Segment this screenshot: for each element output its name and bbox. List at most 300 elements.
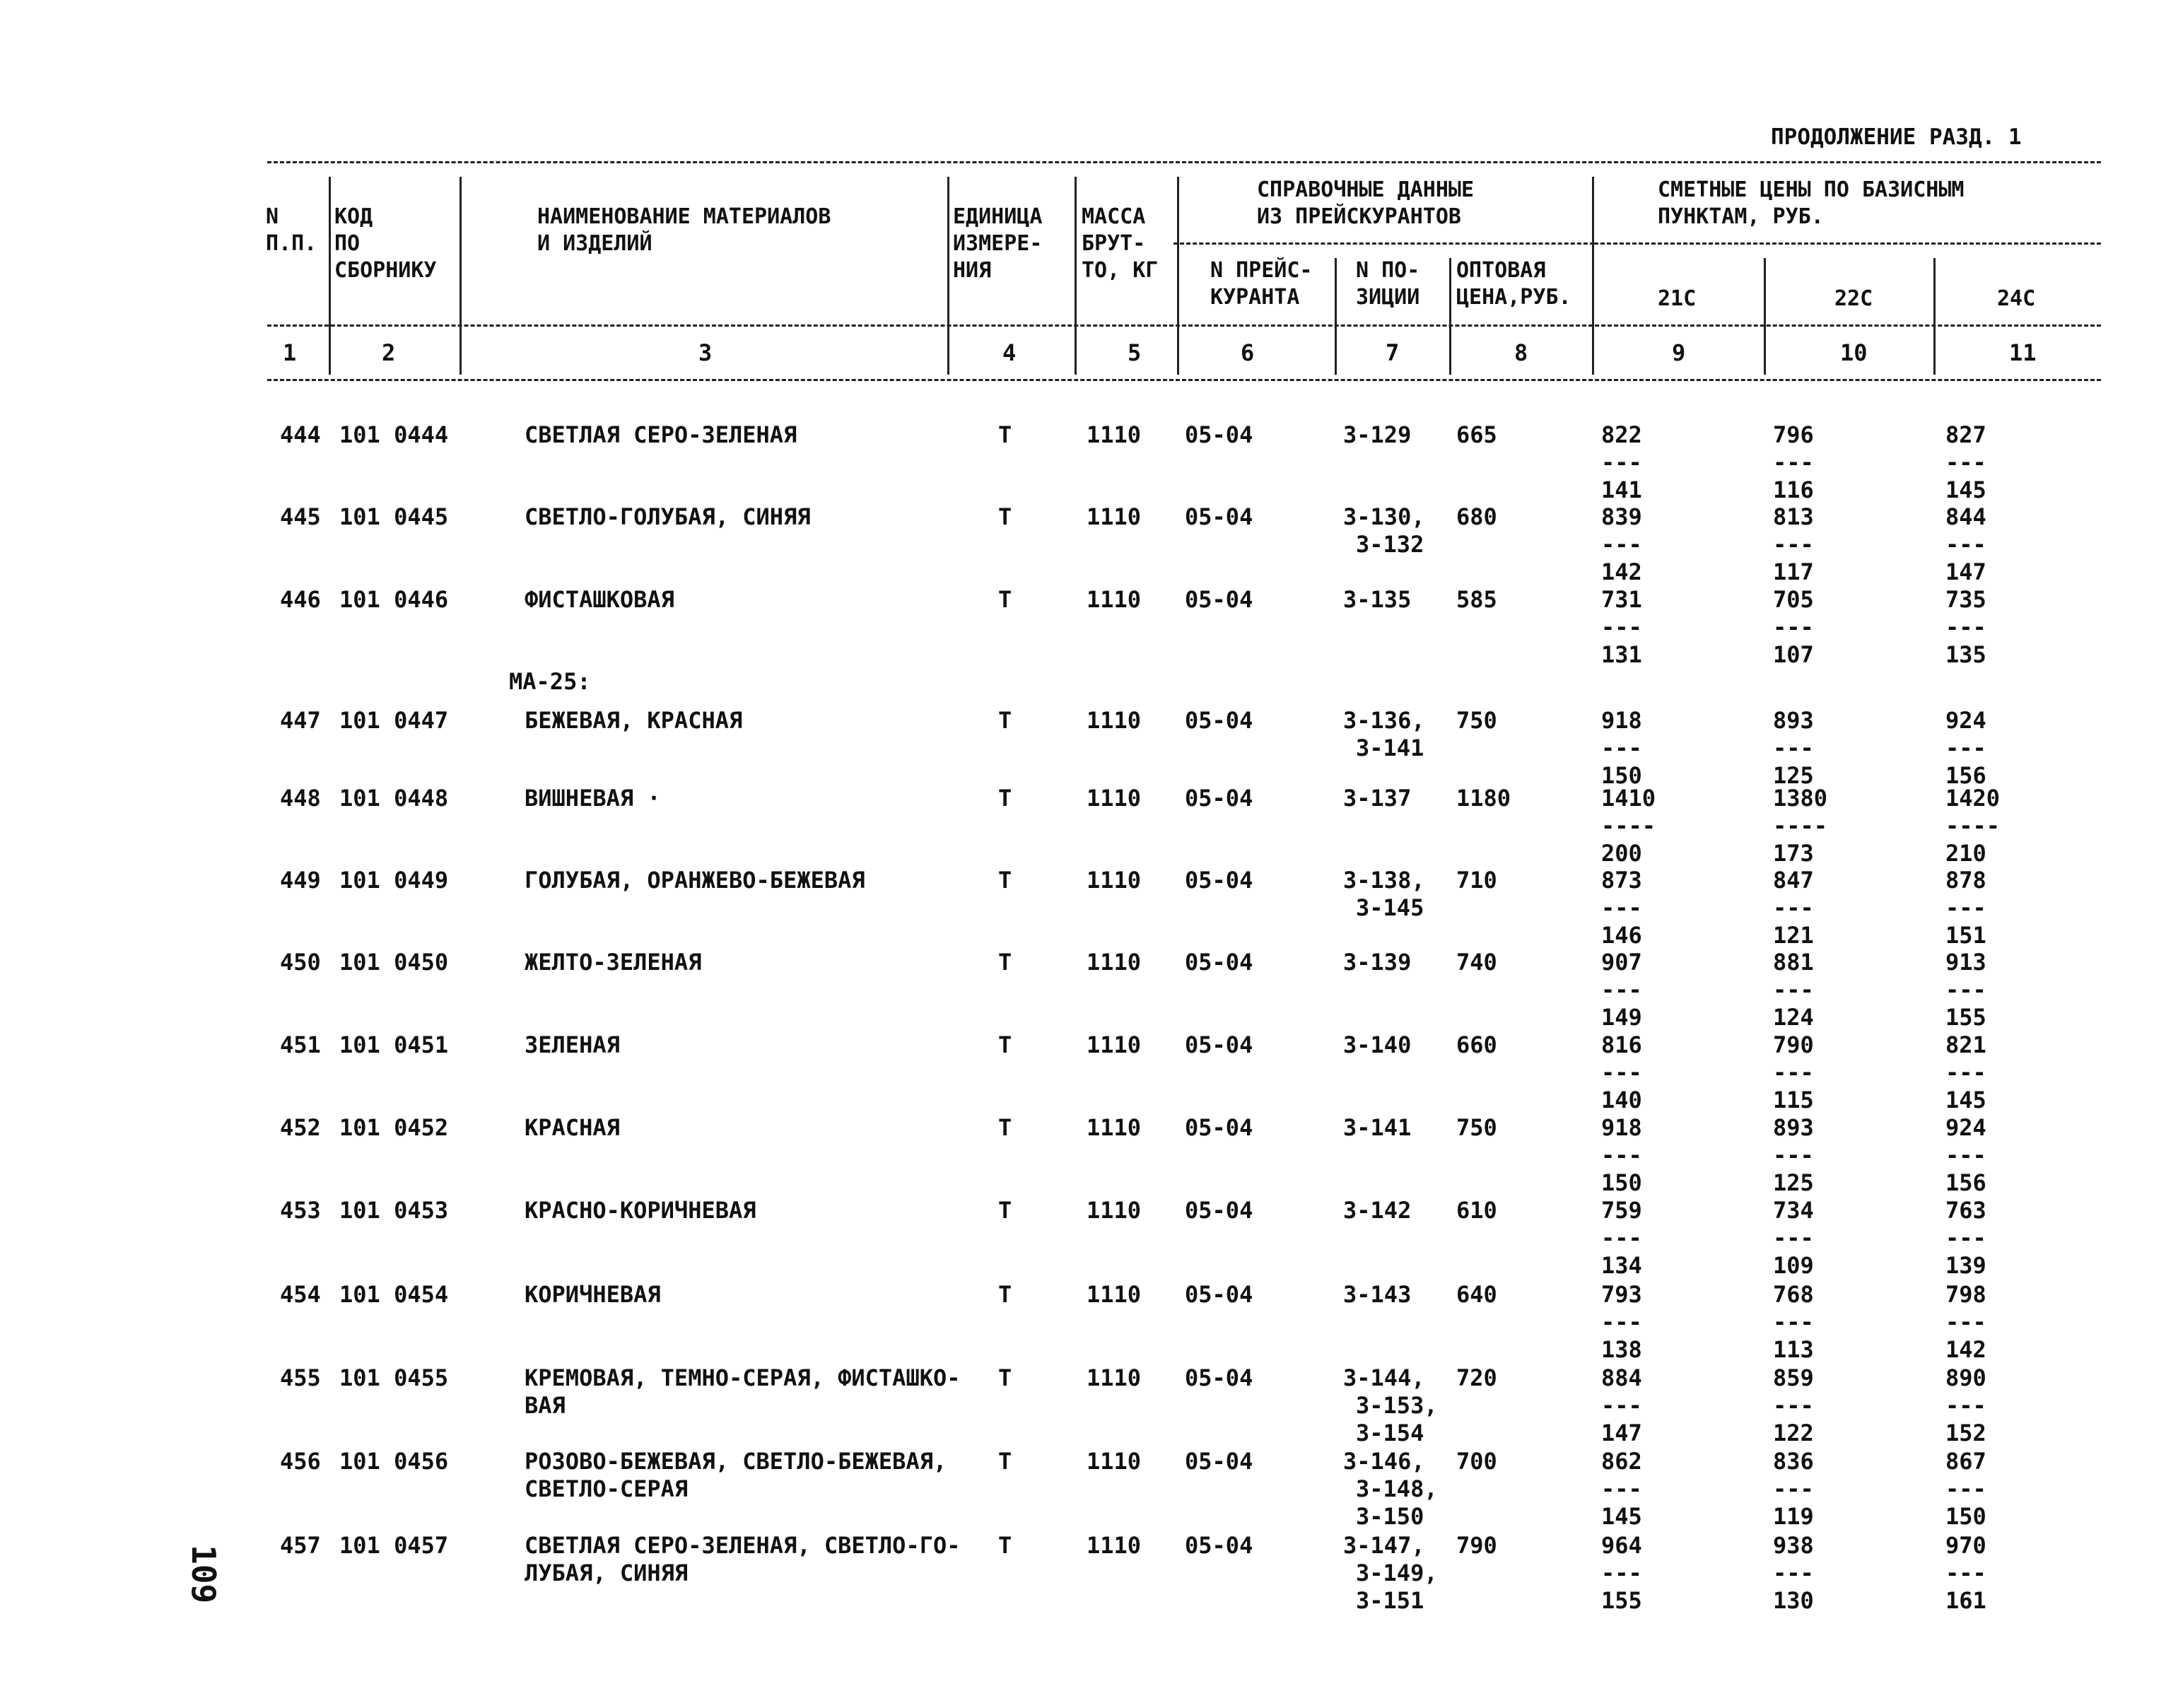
- price-transport: 113: [1773, 1336, 1814, 1363]
- price-24c: [1945, 586, 2030, 669]
- price-transport: 134: [1601, 1252, 1642, 1279]
- price-22c: [1773, 707, 1858, 790]
- price-24c: [1945, 1364, 2030, 1447]
- row-number: 446: [280, 586, 321, 613]
- row-unit: Т: [998, 1114, 1012, 1141]
- row-position: 3-146,: [1343, 1448, 1425, 1475]
- price-24c: [1945, 707, 2030, 790]
- row-code: 101 0447: [339, 707, 449, 734]
- row-unit: Т: [998, 1532, 1012, 1559]
- fraction-bar: ---: [1773, 894, 1814, 921]
- price-22c: [1773, 949, 1858, 1031]
- row-position: 3-142: [1343, 1197, 1412, 1224]
- price-transport: 173: [1773, 840, 1814, 867]
- row-wholesale-price: 790: [1456, 1532, 1497, 1559]
- row-code: 101 0448: [339, 785, 449, 812]
- price-transport: 145: [1945, 476, 1986, 503]
- price-transport: 142: [1601, 558, 1642, 585]
- fraction-bar: ---: [1945, 1475, 1986, 1502]
- row-code: 101 0455: [339, 1364, 449, 1391]
- row-wholesale-price: 680: [1456, 503, 1497, 530]
- fraction-bar: ---: [1601, 614, 1642, 640]
- price-transport: 107: [1773, 641, 1814, 668]
- row-code: 101 0446: [339, 586, 449, 613]
- price-transport: 115: [1773, 1087, 1814, 1113]
- row-unit: Т: [998, 1197, 1012, 1224]
- fraction-bar: ---: [1945, 1224, 1986, 1251]
- price-22c: [1773, 1281, 1858, 1364]
- row-pricelist: 05-04: [1185, 1448, 1253, 1475]
- row-unit: Т: [998, 503, 1012, 530]
- header-col5: МАССА БРУТ- ТО, КГ: [1082, 204, 1159, 283]
- divider-6: [1335, 258, 1337, 375]
- price-21c: [1601, 1197, 1686, 1280]
- colnum-7: 7: [1386, 339, 1400, 366]
- price-value: 813: [1773, 503, 1814, 530]
- fraction-bar: ---: [1773, 976, 1814, 1003]
- header-col11: 24С: [1997, 286, 2036, 311]
- price-value: 907: [1601, 949, 1642, 976]
- price-transport: 119: [1773, 1503, 1814, 1530]
- row-pricelist: 05-04: [1185, 1197, 1253, 1224]
- row-position: 3-143: [1343, 1281, 1412, 1308]
- row-position: 3-136,: [1343, 707, 1425, 734]
- row-pricelist: 05-04: [1185, 1114, 1253, 1141]
- price-value: 878: [1945, 867, 1986, 894]
- row-name: ФИСТАШКОВАЯ: [525, 586, 674, 613]
- price-22c: [1773, 586, 1858, 669]
- row-unit: Т: [998, 1364, 1012, 1391]
- divider-9: [1764, 258, 1766, 375]
- page-number: 109: [185, 1545, 223, 1604]
- fraction-bar: ---: [1601, 449, 1642, 476]
- row-wholesale-price: 740: [1456, 949, 1497, 976]
- row-name: КРАСНО-КОРИЧНЕВАЯ: [525, 1197, 756, 1224]
- divider-1: [329, 177, 331, 375]
- price-24c: [1945, 1197, 2030, 1280]
- fraction-bar: ---: [1773, 1224, 1814, 1251]
- price-transport: 109: [1773, 1252, 1814, 1279]
- row-mass: 1110: [1087, 867, 1142, 894]
- colnum-2: 2: [382, 339, 396, 366]
- header-col8: ОПТОВАЯ ЦЕНА,РУБ.: [1456, 258, 1571, 310]
- row-number: 451: [280, 1031, 321, 1058]
- row-mass: 1110: [1087, 503, 1142, 530]
- fraction-bar: ---: [1601, 531, 1642, 558]
- row-mass: 1110: [1087, 421, 1142, 448]
- fraction-bar: ----: [1601, 812, 1656, 839]
- price-value: 918: [1601, 707, 1642, 734]
- price-value: 970: [1945, 1532, 1986, 1559]
- row-code: 101 0450: [339, 949, 449, 976]
- row-wholesale-price: 710: [1456, 867, 1497, 894]
- price-transport: 122: [1773, 1420, 1814, 1446]
- row-wholesale-price: 700: [1456, 1448, 1497, 1475]
- price-21c: [1601, 586, 1686, 669]
- fraction-bar: ---: [1601, 1475, 1642, 1502]
- price-22c: [1773, 421, 1858, 504]
- price-transport: 146: [1601, 922, 1642, 949]
- price-transport: 135: [1945, 641, 1986, 668]
- colnum-4: 4: [1002, 339, 1017, 366]
- price-transport: 140: [1601, 1087, 1642, 1113]
- price-22c: [1773, 1448, 1858, 1531]
- row-wholesale-price: 610: [1456, 1197, 1497, 1224]
- row-wholesale-price: 720: [1456, 1364, 1497, 1391]
- price-24c: [1945, 1532, 2030, 1615]
- price-transport: 130: [1773, 1587, 1814, 1614]
- row-pricelist: 05-04: [1185, 949, 1253, 976]
- price-21c: [1601, 867, 1686, 949]
- row-number: 456: [280, 1448, 321, 1475]
- price-value: 822: [1601, 421, 1642, 448]
- price-value: 821: [1945, 1031, 1986, 1058]
- price-22c: [1773, 503, 1858, 586]
- price-24c: [1945, 1448, 2030, 1531]
- ref-group-rule: [1173, 242, 1594, 245]
- price-value: 913: [1945, 949, 1986, 976]
- price-transport: 156: [1945, 1169, 1986, 1196]
- row-name: РОЗОВО-БЕЖЕВАЯ, СВЕТЛО-БЕЖЕВАЯ,: [525, 1448, 947, 1475]
- fraction-bar: ---: [1945, 894, 1986, 921]
- row-position: 3-150: [1356, 1503, 1424, 1530]
- row-position: 3-153,: [1356, 1392, 1438, 1419]
- price-transport: 155: [1945, 1004, 1986, 1031]
- row-wholesale-price: 750: [1456, 707, 1497, 734]
- row-pricelist: 05-04: [1185, 586, 1253, 613]
- header-col7: N ПО- ЗИЦИИ: [1356, 258, 1420, 310]
- row-position: 3-132: [1356, 531, 1424, 558]
- price-value: 839: [1601, 503, 1642, 530]
- price-value: 734: [1773, 1197, 1814, 1224]
- price-value: 768: [1773, 1281, 1814, 1308]
- divider-10: [1933, 258, 1936, 375]
- price-value: 938: [1773, 1532, 1814, 1559]
- fraction-bar: ---: [1773, 614, 1814, 640]
- price-value: 884: [1601, 1364, 1642, 1391]
- row-number: 452: [280, 1114, 321, 1141]
- price-transport: 145: [1945, 1087, 1986, 1113]
- row-wholesale-price: 750: [1456, 1114, 1497, 1141]
- row-position: 3-147,: [1343, 1532, 1425, 1559]
- colnum-11: 11: [2009, 339, 2037, 366]
- fraction-bar: ---: [1601, 1142, 1642, 1169]
- row-pricelist: 05-04: [1185, 421, 1253, 448]
- row-pricelist: 05-04: [1185, 1364, 1253, 1391]
- price-value: 859: [1773, 1364, 1814, 1391]
- row-code: 101 0457: [339, 1532, 449, 1559]
- row-position: 3-141: [1356, 735, 1424, 761]
- price-transport: 121: [1773, 922, 1814, 949]
- price-22c: [1773, 1197, 1858, 1280]
- price-transport: 131: [1601, 641, 1642, 668]
- price-21c: [1601, 1364, 1686, 1447]
- fraction-bar: ---: [1945, 735, 1986, 761]
- fraction-bar: ---: [1601, 1309, 1642, 1335]
- colnum-6: 6: [1241, 339, 1255, 366]
- fraction-bar: ---: [1601, 735, 1642, 761]
- price-21c: [1601, 785, 1686, 867]
- fraction-bar: ---: [1601, 976, 1642, 1003]
- row-number: 448: [280, 785, 321, 812]
- price-value: 816: [1601, 1031, 1642, 1058]
- fraction-bar: ---: [1945, 531, 1986, 558]
- row-position: 3-130,: [1343, 503, 1425, 530]
- row-unit: Т: [998, 1281, 1012, 1308]
- price-value: 893: [1773, 1114, 1814, 1141]
- price-21c: [1601, 503, 1686, 586]
- row-code: 101 0454: [339, 1281, 449, 1308]
- price-value: 759: [1601, 1197, 1642, 1224]
- header-bottom-rule: [267, 379, 2101, 381]
- prices-group-rule: [1594, 242, 2101, 245]
- price-value: 796: [1773, 421, 1814, 448]
- fraction-bar: ---: [1773, 1392, 1814, 1419]
- price-value: 798: [1945, 1281, 1986, 1308]
- price-value: 847: [1773, 867, 1814, 894]
- fraction-bar: ----: [1773, 812, 1828, 839]
- price-transport: 116: [1773, 476, 1814, 503]
- fraction-bar: ---: [1601, 1560, 1642, 1586]
- price-24c: [1945, 1031, 2030, 1114]
- price-value: 918: [1601, 1114, 1642, 1141]
- colnum-5: 5: [1128, 339, 1142, 366]
- row-name: ВАЯ: [525, 1392, 566, 1419]
- price-24c: [1945, 949, 2030, 1031]
- price-transport: 141: [1601, 476, 1642, 503]
- fraction-bar: ---: [1945, 1560, 1986, 1586]
- row-mass: 1110: [1087, 586, 1142, 613]
- row-position: 3-138,: [1343, 867, 1425, 894]
- row-mass: 1110: [1087, 1532, 1142, 1559]
- price-transport: 125: [1773, 1169, 1814, 1196]
- row-name: СВЕТЛАЯ СЕРО-ЗЕЛЕНАЯ, СВЕТЛО-ГО-: [525, 1532, 961, 1559]
- row-name: ВИШНЕВАЯ ·: [525, 785, 661, 812]
- row-number: 444: [280, 421, 321, 448]
- row-position: 3-129: [1343, 421, 1412, 448]
- colnum-8: 8: [1514, 339, 1528, 366]
- divider-7: [1449, 258, 1451, 375]
- price-21c: [1601, 1281, 1686, 1364]
- header-col6: N ПРЕЙС- КУРАНТА: [1210, 258, 1313, 310]
- divider-5: [1177, 177, 1179, 375]
- row-code: 101 0449: [339, 867, 449, 894]
- price-transport: 161: [1945, 1587, 1986, 1614]
- row-number: 457: [280, 1532, 321, 1559]
- row-mass: 1110: [1087, 1031, 1142, 1058]
- fraction-bar: ----: [1945, 812, 2001, 839]
- row-pricelist: 05-04: [1185, 1031, 1253, 1058]
- price-value: 1380: [1773, 785, 1828, 812]
- row-name: СВЕТЛО-СЕРАЯ: [525, 1475, 689, 1502]
- fraction-bar: ---: [1773, 531, 1814, 558]
- fraction-bar: ---: [1601, 1224, 1642, 1251]
- price-value: 1410: [1601, 785, 1656, 812]
- price-21c: [1601, 421, 1686, 504]
- price-transport: 138: [1601, 1336, 1642, 1363]
- price-transport: 150: [1945, 1503, 1986, 1530]
- row-number: 454: [280, 1281, 321, 1308]
- price-transport: 200: [1601, 840, 1642, 867]
- row-mass: 1110: [1087, 785, 1142, 812]
- price-transport: 124: [1773, 1004, 1814, 1031]
- price-transport: 156: [1945, 762, 1986, 789]
- row-name: ЛУБАЯ, СИНЯЯ: [525, 1560, 689, 1586]
- price-24c: [1945, 867, 2030, 949]
- row-position: 3-148,: [1356, 1475, 1438, 1502]
- row-unit: Т: [998, 1448, 1012, 1475]
- price-value: 867: [1945, 1448, 1986, 1475]
- row-pricelist: 05-04: [1185, 1532, 1253, 1559]
- row-position: 3-154: [1356, 1420, 1424, 1446]
- price-21c: [1601, 1114, 1686, 1197]
- divider-2: [459, 177, 462, 375]
- header-col3: НАИМЕНОВАНИЕ МАТЕРИАЛОВ И ИЗДЕЛИЙ: [537, 204, 831, 256]
- fraction-bar: ---: [1601, 1059, 1642, 1086]
- price-transport: 149: [1601, 1004, 1642, 1031]
- row-name: КРЕМОВАЯ, ТЕМНО-СЕРАЯ, ФИСТАШКО-: [525, 1364, 961, 1391]
- row-wholesale-price: 1180: [1456, 785, 1511, 812]
- row-pricelist: 05-04: [1185, 867, 1253, 894]
- row-unit: Т: [998, 785, 1012, 812]
- fraction-bar: ---: [1773, 1059, 1814, 1086]
- row-code: 101 0456: [339, 1448, 449, 1475]
- row-name: ЗЕЛЕНАЯ: [525, 1031, 620, 1058]
- price-transport: 155: [1601, 1587, 1642, 1614]
- price-24c: [1945, 1114, 2030, 1197]
- row-name: ГОЛУБАЯ, ОРАНЖЕВО-БЕЖЕВАЯ: [525, 867, 865, 894]
- price-transport: 152: [1945, 1420, 1986, 1446]
- colnum-1: 1: [283, 339, 297, 366]
- row-position: 3-145: [1356, 894, 1424, 921]
- row-unit: Т: [998, 1031, 1012, 1058]
- row-position: 3-137: [1343, 785, 1412, 812]
- price-24c: [1945, 503, 2030, 586]
- price-value: 735: [1945, 586, 1986, 613]
- row-position: 3-151: [1356, 1587, 1424, 1614]
- fraction-bar: ---: [1773, 1475, 1814, 1502]
- row-wholesale-price: 665: [1456, 421, 1497, 448]
- row-position: 3-144,: [1343, 1364, 1425, 1391]
- fraction-bar: ---: [1601, 894, 1642, 921]
- divider-3: [947, 177, 949, 375]
- row-name: СВЕТЛАЯ СЕРО-ЗЕЛЕНАЯ: [525, 421, 797, 448]
- row-unit: Т: [998, 867, 1012, 894]
- price-transport: 151: [1945, 922, 1986, 949]
- row-pricelist: 05-04: [1185, 1281, 1253, 1308]
- row-number: 450: [280, 949, 321, 976]
- price-transport: 142: [1945, 1336, 1986, 1363]
- price-22c: [1773, 1532, 1858, 1615]
- row-wholesale-price: 640: [1456, 1281, 1497, 1308]
- price-22c: [1773, 1031, 1858, 1114]
- fraction-bar: ---: [1773, 449, 1814, 476]
- fraction-bar: ---: [1601, 1392, 1642, 1419]
- header-prices-group: СМЕТНЫЕ ЦЕНЫ ПО БАЗИСНЫМ ПУНКТАМ, РУБ.: [1658, 177, 1965, 229]
- price-value: 862: [1601, 1448, 1642, 1475]
- row-number: 447: [280, 707, 321, 734]
- row-name: БЕЖЕВАЯ, КРАСНАЯ: [525, 707, 743, 734]
- fraction-bar: ---: [1945, 976, 1986, 1003]
- header-col10: 22С: [1834, 286, 1873, 311]
- price-24c: [1945, 1281, 2030, 1364]
- row-position: 3-149,: [1356, 1560, 1438, 1586]
- price-value: 790: [1773, 1031, 1814, 1058]
- fraction-bar: ---: [1945, 1142, 1986, 1169]
- row-number: 455: [280, 1364, 321, 1391]
- header-col4: ЕДИНИЦА ИЗМЕРЕ- НИЯ: [953, 204, 1043, 283]
- row-pricelist: 05-04: [1185, 707, 1253, 734]
- row-position: 3-135: [1343, 586, 1412, 613]
- price-value: 1420: [1945, 785, 2001, 812]
- price-24c: [1945, 785, 2030, 867]
- column-number-rule: [267, 324, 2101, 327]
- price-21c: [1601, 1031, 1686, 1114]
- price-transport: 145: [1601, 1503, 1642, 1530]
- price-21c: [1601, 707, 1686, 790]
- price-transport: 147: [1601, 1420, 1642, 1446]
- price-value: 881: [1773, 949, 1814, 976]
- price-22c: [1773, 867, 1858, 949]
- fraction-bar: ---: [1773, 1309, 1814, 1335]
- row-mass: 1110: [1087, 707, 1142, 734]
- colnum-3: 3: [698, 339, 713, 366]
- row-name: ЖЕЛТО-ЗЕЛЕНАЯ: [525, 949, 702, 976]
- fraction-bar: ---: [1773, 1142, 1814, 1169]
- row-wholesale-price: 585: [1456, 586, 1497, 613]
- fraction-bar: ---: [1945, 1392, 1986, 1419]
- price-value: 924: [1945, 1114, 1986, 1141]
- row-pricelist: 05-04: [1185, 503, 1253, 530]
- price-value: 873: [1601, 867, 1642, 894]
- price-value: 964: [1601, 1532, 1642, 1559]
- row-mass: 1110: [1087, 949, 1142, 976]
- price-value: 705: [1773, 586, 1814, 613]
- row-name: СВЕТЛО-ГОЛУБАЯ, СИНЯЯ: [525, 503, 811, 530]
- price-value: 763: [1945, 1197, 1986, 1224]
- price-21c: [1601, 1532, 1686, 1615]
- price-value: 844: [1945, 503, 1986, 530]
- header-ref-group: СПРАВОЧНЫЕ ДАННЫЕ ИЗ ПРЕЙСКУРАНТОВ: [1257, 177, 1475, 229]
- price-value: 836: [1773, 1448, 1814, 1475]
- price-24c: [1945, 421, 2030, 504]
- price-transport: 125: [1773, 762, 1814, 789]
- price-value: 731: [1601, 586, 1642, 613]
- row-code: 101 0444: [339, 421, 449, 448]
- colnum-9: 9: [1672, 339, 1686, 366]
- header-col9: 21С: [1658, 286, 1697, 311]
- row-code: 101 0452: [339, 1114, 449, 1141]
- row-code: 101 0451: [339, 1031, 449, 1058]
- fraction-bar: ---: [1945, 1059, 1986, 1086]
- price-transport: 117: [1773, 558, 1814, 585]
- price-value: 793: [1601, 1281, 1642, 1308]
- fraction-bar: ---: [1945, 614, 1986, 640]
- header-col1: N П.П.: [266, 204, 317, 256]
- row-name: КОРИЧНЕВАЯ: [525, 1281, 661, 1308]
- row-mass: 1110: [1087, 1364, 1142, 1391]
- row-mass: 1110: [1087, 1448, 1142, 1475]
- row-mass: 1110: [1087, 1114, 1142, 1141]
- price-transport: 150: [1601, 762, 1642, 789]
- row-code: 101 0445: [339, 503, 449, 530]
- price-value: 893: [1773, 707, 1814, 734]
- row-unit: Т: [998, 586, 1012, 613]
- price-value: 827: [1945, 421, 1986, 448]
- price-value: 890: [1945, 1364, 1986, 1391]
- row-mass: 1110: [1087, 1281, 1142, 1308]
- row-code: 101 0453: [339, 1197, 449, 1224]
